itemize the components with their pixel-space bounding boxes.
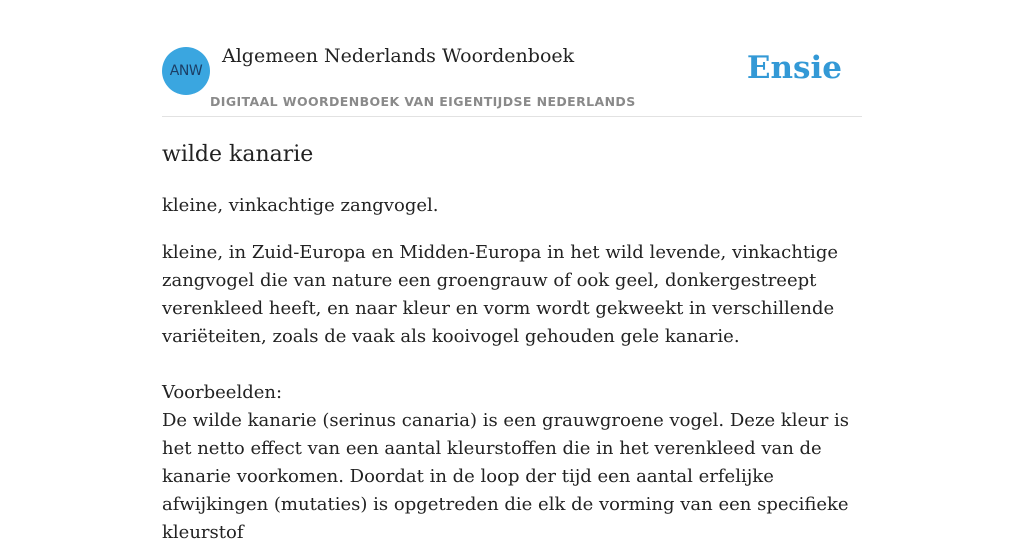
- example-text: De wilde kanarie (serinus canaria) is een grauwgroene vogel. Deze kleur is het netto effect van een aantal kleurstoffen die in het verenkleed van de kanarie voorkomen. Doordat in de loop der tijd een aantal erfelijke afwijkingen (mutaties) is opgetreden die elk de vorming van een specifieke kleurstof: [162, 410, 850, 543]
- ensie-brand-link[interactable]: Ensie: [746, 50, 842, 86]
- short-definition: kleine, vinkachtige zangvogel.: [162, 195, 439, 216]
- examples-label: Voorbeelden:: [162, 382, 283, 403]
- site-header: [162, 0, 862, 117]
- long-definition: kleine, in Zuid-Europa en Midden-Europa in het wild levende, vinkachtige zangvogel die van nature een groengrauw of ook geel, donkergestreept verenkleed heeft, en naar kleur en vorm wordt gekweekt in verschillende variëteiten, zoals de vaak als kooivogel gehouden gele kanarie.: [162, 242, 838, 347]
- anw-logo[interactable]: ANW: [162, 47, 210, 95]
- entry-content: [162, 138, 852, 547]
- entry-headword: wilde kanarie: [162, 142, 314, 167]
- site-title[interactable]: Algemeen Nederlands Woordenboek: [222, 45, 575, 67]
- site-subtitle: DIGITAAL WOORDENBOEK VAN EIGENTIJDSE NEDERLANDS: [210, 94, 636, 109]
